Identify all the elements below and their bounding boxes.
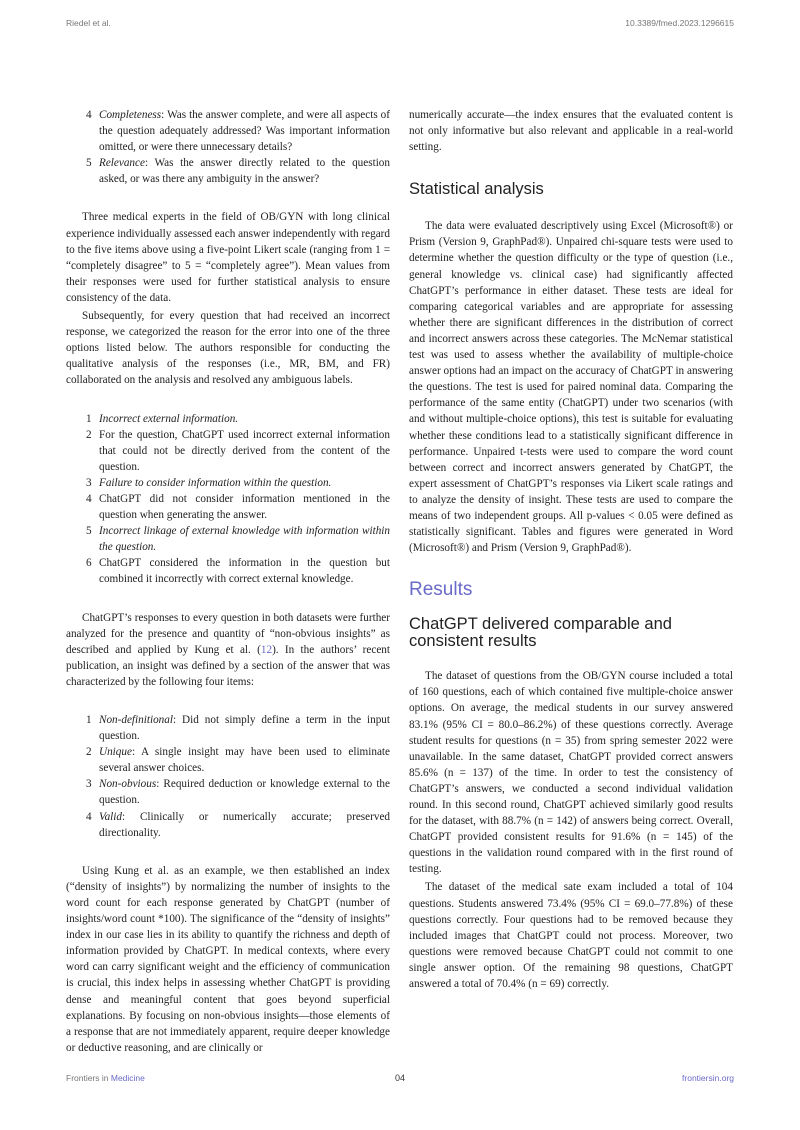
paragraph-error-categories: Subsequently, for every question that had received an incorrect response, we categorized the reason for the error into one of the three options listed below. The authors responsible for conducting the qualitative analysis of the responses (i.e., MR, BM, and FR) collaborated on the analysis and resolved any ambiguous labels. <box>66 310 390 387</box>
likert-items-list <box>66 107 390 187</box>
error-category-list <box>66 411 390 588</box>
right-column <box>409 107 733 992</box>
page-number: 04 <box>394 1073 405 1083</box>
list-item: 4 Valid: Clinically or numerically accurate; preserved directionality. <box>86 810 390 839</box>
header-author: Riedel et al. <box>66 18 111 28</box>
list-item: 5 Relevance: Was the answer directly related to the question asked, or was there any ambiguity in the answer? <box>86 157 390 186</box>
citation-link[interactable]: 12 <box>260 643 273 656</box>
page-footer <box>66 1073 734 1083</box>
paragraph-statistics: The data were evaluated descriptively using Excel (Microsoft®) or Prism (Version 9, GraphPad®). Unpaired chi-square tests were used to determine whether the question difficulty or the type of question (i.e., general knowledge vs. clinical case) had significantly affected ChatGPT’s performance in either dataset. These tests are ideal for comparing categorical variables and are appropriate for assessing whether there are significant differences in the distribution of correct and incorrect answers across these categories. The McNemar statistical test was used to assess whether the availability of multiple-choice answer options had an impact on the accuracy of ChatGPT in answering the questions. The test is used for paired nominal data. Comparing the performance of the same entity (ChatGPT) under two scenarios (with and without multiple-choice options), this test is suitable for evaluating whether these conditions lead to a statistically significant difference in performance. Unpaired t-tests were used to compare the word count between correct and incorrect answers generated by ChatGPT, the expert assessment of ChatGPT’s responses via Likert scale ratings and to analyze the density of insight. These tests are used to compare the means of two independent groups. All p-values < 0.05 were defined as statistically significant. Tables and figures were generated in Word (Microsoft®) and Prism (Version 9, GraphPad®). <box>409 220 733 555</box>
list-item: 3 Failure to consider information within the question. <box>86 476 332 489</box>
list-item: 2 For the question, ChatGPT used incorrect external information that could not be directly derived from the content of the question. <box>86 428 390 473</box>
insight-criteria-list <box>66 712 390 841</box>
list-item: 4 Completeness: Was the answer complete, and were all aspects of the question adequately addressed? Was important information omitted, or were there unnecessary details? <box>86 109 390 154</box>
footer-journal[interactable]: Frontiers in Medicine <box>66 1073 145 1083</box>
list-item: 1 Incorrect external information. <box>86 412 239 425</box>
paragraph-density-index: Using Kung et al. as an example, we then established an index (“density of insights”) by normalizing the number of insights to the word count for each response generated by ChatGPT (number of insights/word count *100). The significance of the “density of insights” index in our case lies in its ability to quantify the richness and depth of information provided by ChatGPT. In medical contexts, where every word can carry significant weight and the efficiency of communication is crucial, this index helps in assessing whether ChatGPT is providing dense and meaningful content that goes beyond superficial explanations. By focusing on non-obvious insights—those elements of a response that are not immediately apparent, require deeper knowledge or deductive reasoning, and are clinically or <box>66 864 390 1054</box>
list-item: 6 ChatGPT considered the information in the question but combined it incorrectly with correct external knowledge. <box>86 557 390 586</box>
paragraph-insights: ChatGPT’s responses to every question in both datasets were further analyzed for the presence and quantity of “non-obvious insights” as described and applied by Kung et al. (12). In the authors’ recent publication, an insight was defined by a section of the answer that was characterized by the following four items: <box>66 611 390 688</box>
paragraph-continued: numerically accurate—the index ensures that the evaluated content is not only informative but also relevant and applicable in a real-world setting. <box>409 109 733 154</box>
paragraph-expert-assessment: Three medical experts in the field of OB/GYN with long clinical experience individually assessed each answer independently with regard to the five items above using a five-point Likert scale (ranging from 1 = “completely disagree” to 5 = “completely agree”). Mean values from their responses were used for further statistical analysis to ensure consistency of the data. <box>66 211 391 304</box>
heading-comparable-results: ChatGPT delivered comparable and consistent results <box>409 615 672 651</box>
footer-site-link[interactable]: frontiersin.org <box>682 1073 734 1083</box>
list-item: 5 Incorrect linkage of external knowledge with information within the question. <box>86 525 390 554</box>
list-item: 3 Non-obvious: Required deduction or knowledge external to the question. <box>86 778 390 807</box>
list-item: 4 ChatGPT did not consider information mentioned in the question when generating the answer. <box>86 492 390 522</box>
page-header <box>66 18 734 28</box>
paragraph-state-exam-results: The dataset of the medical sate exam included a total of 104 questions. Students answered 73.4% (95% CI = 69.0–77.8%) of these questions correctly. Four questions had to be removed because they included images that ChatGPT could not process. Moreover, two questions were removed because ChatGPT could not commit to one single answer option. Of the remaining 98 questions, ChatGPT answered a total of 70.4% (n = 69) correctly. <box>409 881 733 991</box>
left-column <box>66 107 390 1056</box>
header-doi[interactable]: 10.3389/fmed.2023.1296615 <box>625 18 734 28</box>
heading-results: Results <box>409 579 473 601</box>
list-item: 2 Unique: A single insight may have been used to eliminate several answer choices. <box>86 746 390 775</box>
list-item: 1 Non-definitional: Did not simply define a term in the input question. <box>86 714 390 743</box>
paragraph-obgyn-results: The dataset of questions from the OB/GYN course included a total of 160 questions, each of which contained five multiple-choice answer options. On average, the medical students in our survey answered 83.1% (95% CI = 80.0–86.2%) of these questions correctly. Average student results for questions (n = 35) from spring semester 2022 were unavailable. In the same dataset, ChatGPT provided correct answers 85.6% (n = 137) of the time. In order to test the consistency of ChatGPT’s answers, we conducted a second individual validation round. In this second round, ChatGPT achieved similarly good results for the dataset, with 88.7% (n = 142) of answers being correct. Overall, ChatGPT provided consistent results for 91.6% (n = 145) of the questions in the validation round compared with in the first round of testing. <box>409 670 733 876</box>
heading-statistical-analysis: Statistical analysis <box>409 180 544 199</box>
